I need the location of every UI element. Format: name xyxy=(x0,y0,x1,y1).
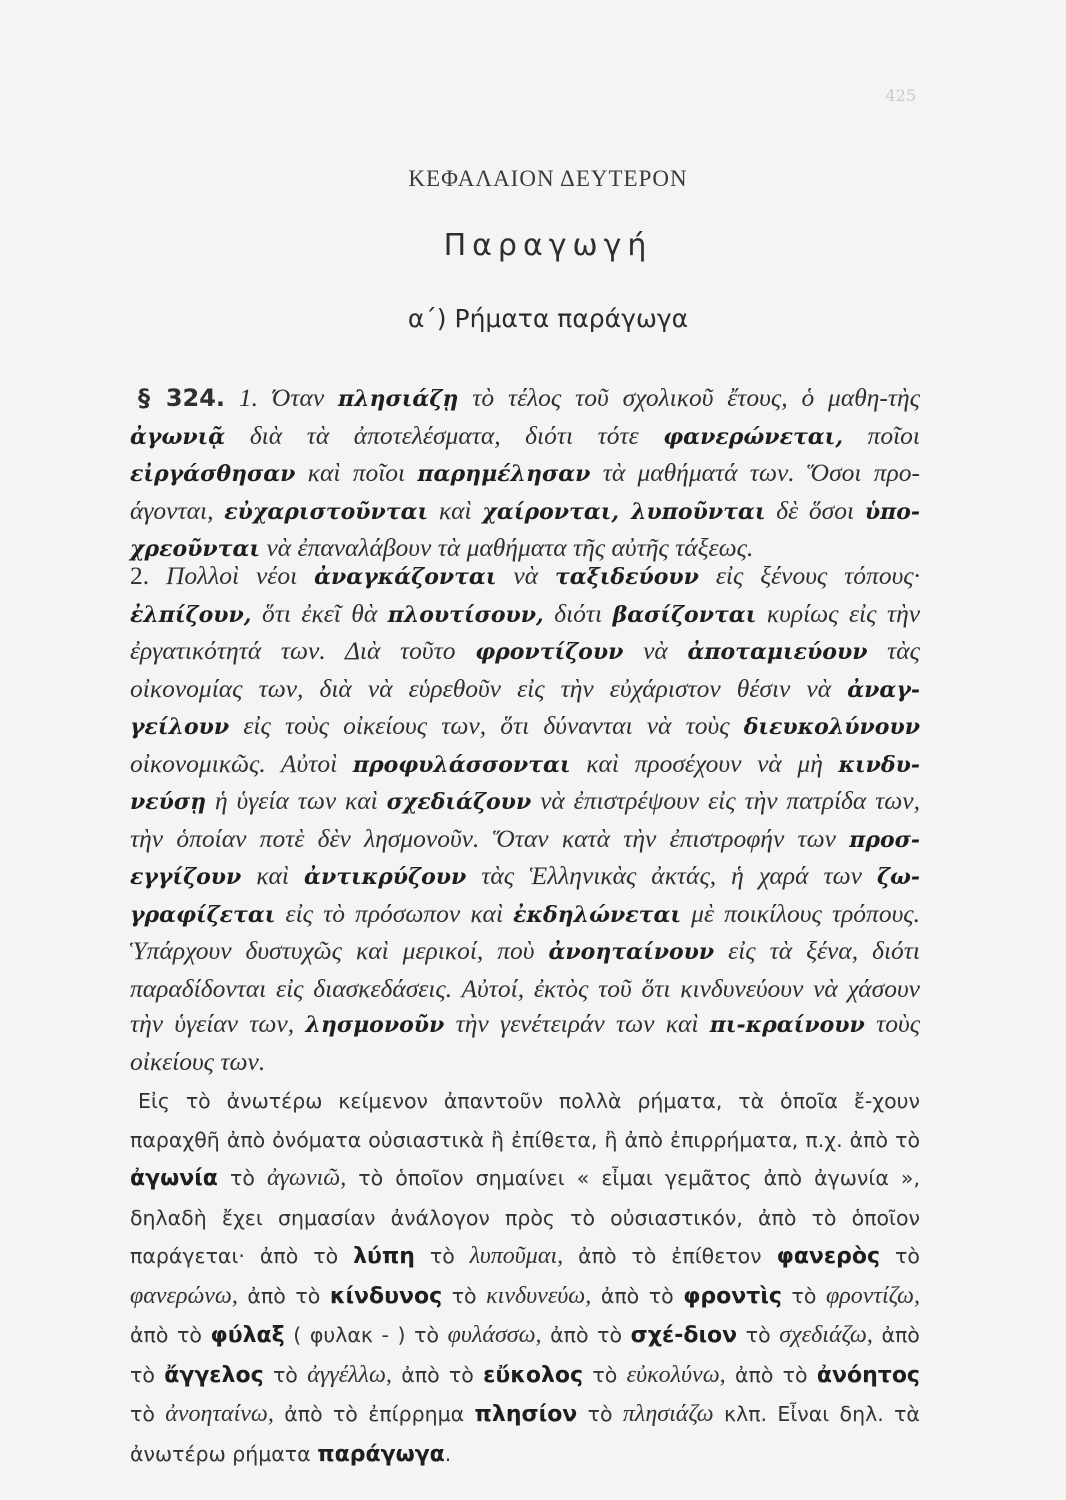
text-run: οἰκονομικῶς. Αὐτοὶ xyxy=(130,748,338,778)
text-run: τὸ τέλος τοῦ σχολικοῦ ἔτους, ὁ μαθη-τὴς xyxy=(472,383,921,412)
item-number: 2. xyxy=(130,561,150,590)
text-run: τὸ xyxy=(272,1362,298,1387)
bold-verb: ἀποταμιεύουν xyxy=(687,639,868,665)
text-run: εἰς τὰ ξένα, διότι παραδίδονται εἰς διασκεδάσεις. Αὐτοί, ἐκτὸς τοῦ ὅτι κινδυνεύουν νὰ χάσουν τὴν ὑγείαν των, xyxy=(130,936,920,1038)
bold-word: φροντὶς xyxy=(683,1283,782,1309)
text-run: ἀπὸ τὸ xyxy=(734,1362,808,1387)
italic-word: φανερώνω, xyxy=(130,1282,238,1309)
text-run: τὸ xyxy=(587,1402,613,1426)
text-run: ἀπὸ τὸ xyxy=(600,1283,674,1308)
text-run: ἀπὸ τὸ ἐπίρρημα xyxy=(284,1402,465,1426)
italic-word: σχεδιάζω, xyxy=(779,1322,873,1348)
text-run: ἀπὸ τὸ xyxy=(130,1323,920,1387)
bold-verb: ὑπο-χρεοῦνται xyxy=(130,498,921,562)
bold-verb: ζω-γραφίζεται xyxy=(130,864,921,928)
italic-word: κινδυνεύω, xyxy=(486,1282,592,1309)
section-title: α΄) Ρήματα παράγωγα xyxy=(407,304,689,333)
bold-verb: πλουτίσουν, xyxy=(387,601,544,628)
bold-word: σχέ-διον xyxy=(630,1323,738,1348)
bold-verb: φανερώνεται, xyxy=(663,423,843,450)
bold-verb: κινδυ-νεύσῃ xyxy=(130,751,920,815)
bold-word: λύπη xyxy=(353,1244,415,1269)
bold-verb: λησμονοῦν xyxy=(305,1012,445,1038)
italic-word: λυποῦμαι, xyxy=(469,1243,564,1269)
chapter-title: Παραγωγή xyxy=(443,228,653,263)
text-run: καὶ προσέχουν νὰ μὴ xyxy=(586,748,823,778)
bold-word: φανερὸς xyxy=(776,1244,881,1269)
bold-verb: προφυλάσσονται xyxy=(352,751,571,778)
text-run: ( φυλακ - ) τὸ xyxy=(293,1323,440,1347)
paragraph-2 xyxy=(130,558,920,1079)
text-run: ἀπὸ τὸ xyxy=(247,1283,321,1308)
text-run: π.χ. ἀπὸ τὸ xyxy=(805,1127,920,1152)
text-run: νὰ xyxy=(513,561,539,590)
bold-word: εὔκολος xyxy=(483,1362,584,1388)
text-run: τὸ xyxy=(592,1362,618,1387)
text-run: δὲ ὅσοι xyxy=(776,495,855,525)
text-run: ἀπὸ τὸ xyxy=(130,1323,202,1347)
paragraph-3 xyxy=(130,1082,920,1474)
bold-verb: ἀγωνιᾷ xyxy=(130,423,226,450)
bold-verb: ἐλπίζουν, xyxy=(130,601,252,628)
text-run: . xyxy=(444,1441,452,1466)
bold-verb: φροντίζουν xyxy=(475,639,624,665)
italic-word: ἀγγέλλω, xyxy=(307,1361,392,1388)
text-run: τὸ xyxy=(451,1283,477,1308)
bold-verb: ταξιδεύουν xyxy=(555,564,699,590)
text-run: καὶ xyxy=(256,861,290,890)
text-run: ἡ ὑγεία των καὶ xyxy=(215,786,378,815)
text-run: διὰ τὰ ἀποτελέσματα, διότι τότε xyxy=(249,420,639,450)
text-run: καὶ xyxy=(438,495,472,525)
bold-verb: ἀναγκάζονται xyxy=(314,564,497,590)
italic-word: ἀνοηταίνω, xyxy=(165,1401,274,1427)
text-run: εἰς τὸ πρόσωπον καὶ xyxy=(285,898,504,928)
text-run: κλπ. Εἶναι δηλ. τὰ ἀνωτέρω ρήματα xyxy=(130,1402,920,1466)
text-run: τὸ xyxy=(791,1283,817,1308)
text-run: τὸ xyxy=(130,1402,155,1426)
text-run: τὸ xyxy=(895,1244,920,1268)
text-run: ἀπὸ τὸ xyxy=(550,1323,623,1347)
text-run: καὶ ποῖοι xyxy=(307,458,406,487)
page-number: 425 xyxy=(885,86,916,105)
text-run: τὴν γενέτειράν των καὶ xyxy=(455,1009,699,1038)
text-run: τὰ μαθήματά των. Ὅσοι προ-άγονται, xyxy=(130,458,921,525)
italic-word: πλησιάζω xyxy=(622,1401,714,1427)
text-run: διότι xyxy=(554,598,603,628)
italic-word: φροντίζω, xyxy=(825,1282,920,1309)
text-run: ὅτι ἐκεῖ θὰ xyxy=(261,598,378,628)
bold-verb: ἀναγ-γείλουν xyxy=(130,676,920,740)
bold-verb: ἀνοηταίνουν xyxy=(548,939,715,965)
bold-word: παράγωγα xyxy=(317,1441,445,1467)
text-run: ποῖοι xyxy=(867,420,920,450)
bold-word: ἀγωνία xyxy=(130,1166,218,1191)
bold-verb: χαίρονται, λυποῦνται xyxy=(482,498,766,525)
text-run: τοὺς οἰκείους των. xyxy=(130,1009,921,1076)
italic-word: φυλάσσω, xyxy=(447,1322,542,1348)
text-run: μὲ ποικίλους τρόπους. Ὑπάρχουν δυστυχῶς καὶ μερικοί, ποὺ xyxy=(130,898,921,965)
paragraph-1 xyxy=(130,380,920,568)
bold-verb: παρημέλησαν xyxy=(417,461,591,487)
bold-verb: σχεδιάζουν xyxy=(386,789,532,815)
text-run: ἀπὸ τὸ ἐπίθετον xyxy=(578,1244,762,1268)
bold-verb: εἰργάσθησαν xyxy=(130,461,296,487)
text-run: τὸ xyxy=(429,1244,455,1268)
bold-verb: βασίζονται xyxy=(612,601,757,628)
text-run: νὰ ἐπαναλάβουν τὰ μαθήματα τῆς αὐτῆς τάξεως. xyxy=(266,533,754,562)
text-run: εἰς ξένους τόπους· xyxy=(715,561,920,590)
bold-word: πλησίον xyxy=(474,1402,578,1427)
bold-word: κίνδυνος xyxy=(329,1283,443,1309)
text-run: Εἰς τὸ ἀνωτέρω κείμενον ἀπαντοῦν πολλὰ ρήματα, τὰ ὁποῖα ἔ-χουν παραχθῆ ἀπὸ ὀνόματα οὐσιαστικὰ ἢ ἐπίθετα, ἢ ἀπὸ ἐπιρρήματα, xyxy=(130,1089,920,1152)
text-run: Όταν xyxy=(271,383,325,412)
bold-verb: εὐχαριστοῦνται xyxy=(224,498,429,525)
bold-verb: πλησιάζῃ xyxy=(338,386,459,412)
item-number: 1. xyxy=(238,383,259,412)
text-run: εἰς τοὺς οἰκείους των, ὅτι δύνανται νὰ τοὺς xyxy=(243,711,730,740)
text-run: τὰς Ἑλληνικὰς ἀκτάς, ἡ χαρά των xyxy=(481,861,862,890)
text-run: νὰ xyxy=(643,636,668,665)
text-run: ἀπὸ τὸ xyxy=(401,1362,474,1387)
bold-verb: διευκολύνουν xyxy=(743,714,920,740)
text-run: Πολλοὶ νέοι xyxy=(166,561,298,590)
bold-verb: προσ-εγγίζουν xyxy=(130,826,921,890)
bold-word: ἄγγελος xyxy=(164,1362,264,1388)
text-run: τὸ xyxy=(229,1166,255,1190)
bold-word: ἀνόητος xyxy=(816,1362,920,1388)
text-run: νὰ ἐπιστρέψουν εἰς τὴν πατρίδα των, τὴν ὁποίαν ποτὲ δὲν λησμονοῦν. Ὅταν κατὰ τὴν ἐπιστροφήν των xyxy=(130,786,920,853)
text-run: τὸ ὁποῖον σημαίνει « εἶμαι γεμᾶτος ἀπὸ ἀγωνία », δηλαδὴ ἔχει σημασίαν ἀνάλογον πρὸς τὸ οὐσιαστικόν, ἀπὸ τὸ ὁποῖον παράγεται· ἀπὸ τὸ xyxy=(130,1166,920,1268)
text-run: κυρίως εἰς τὴν ἐργατικότητά των. Διὰ τοῦτο xyxy=(130,598,921,665)
italic-word: εὐκολύνω, xyxy=(626,1361,726,1388)
italic-word: ἀγωνιῶ, xyxy=(266,1165,347,1191)
bold-verb: πι-κραίνουν xyxy=(709,1012,865,1038)
text-run: τὰς οἰκονομίας των, διὰ νὰ εὑρεθοῦν εἰς τὴν εὐχάριστον θέσιν νὰ xyxy=(130,636,921,703)
bold-word: φύλαξ xyxy=(210,1323,285,1348)
chapter-label: ΚΕΦΑΛΑΙΟΝ ΔΕΥΤΕΡΟΝ xyxy=(408,166,688,191)
bold-verb: ἐκδηλώνεται xyxy=(513,901,682,928)
section-mark: § 324. xyxy=(138,384,226,412)
bold-verb: ἀντικρύζουν xyxy=(304,864,467,890)
text-run: τὸ xyxy=(745,1323,771,1347)
